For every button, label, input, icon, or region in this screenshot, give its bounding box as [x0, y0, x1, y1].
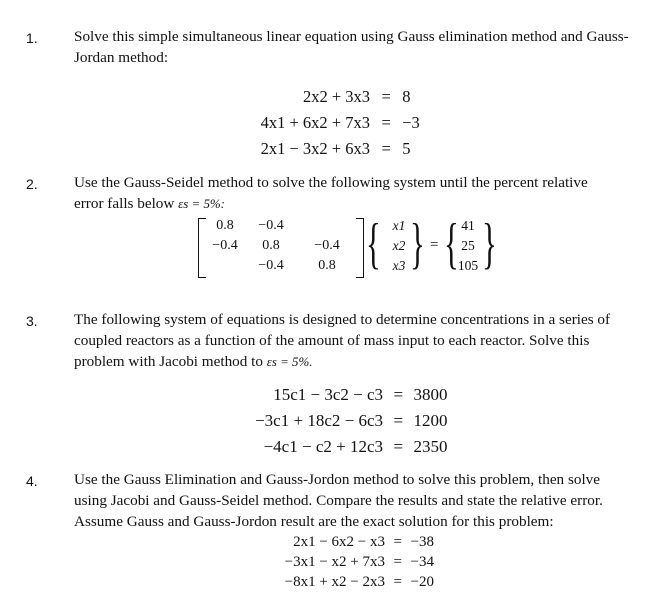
matrix-cell: −0.4 [314, 238, 340, 253]
equation-rhs: −20 [410, 574, 434, 590]
item-1-number: 1. [26, 30, 38, 46]
equation-row: −3c1 + 18c2 − 6c3 = 1200 [205, 408, 464, 434]
equation-rhs: 8 [402, 87, 411, 106]
item-4-number: 4. [26, 473, 38, 489]
matrix-cell: −0.4 [212, 238, 238, 253]
rhs-left-brace: { [444, 213, 459, 275]
rhs-value: 41 [461, 218, 475, 233]
item-3-equations [205, 382, 464, 460]
equation-rhs: 5 [402, 139, 411, 158]
matrix-cell: −0.4 [258, 218, 284, 233]
equation-rhs: 1200 [413, 411, 448, 430]
matrix-cell: 0.8 [262, 238, 280, 253]
equation-lhs: 4x1 + 6x2 + 7x3 [260, 113, 370, 132]
equation-row: 2x2 + 3x3 = 8 [240, 84, 442, 110]
equation-lhs: −8x1 + x2 − 2x3 [284, 574, 385, 590]
equation-row: −3x1 − x2 + 7x3 = −34 [245, 552, 451, 572]
item-3-number: 3. [26, 313, 38, 329]
equation-rhs: 3800 [413, 385, 448, 404]
matrix-equals-sign: = [430, 237, 439, 253]
item-3-text-body: The following system of equations is designed to determine concentrations in a series of coupled reactors as a function of the amount of mass input to each reactor. Solve this problem with Jacobi method to [74, 311, 611, 370]
equation-lhs: −4c1 − c2 + 12c3 [263, 437, 383, 456]
matrix-right-bracket [356, 218, 364, 278]
equation-rhs: −38 [410, 534, 434, 550]
item-4-text: Use the Gauss Elimination and Gauss-Jordon method to solve this problem, then solve using Jacobi and Gauss-Seidel method. Compare the results and state the relative error. Assume Gauss and Gauss-Jordon result are the exact solution for this problem: [74, 471, 603, 530]
item-2-text-b: error falls below [74, 195, 175, 212]
matrix-cell: −0.4 [258, 258, 284, 273]
unknown-x1: x1 [392, 218, 406, 233]
rhs-right-brace: } [482, 213, 497, 275]
item-1-text: Solve this simple simultaneous linear equation using Gauss elimination method and Gauss-Jordan method: [74, 28, 629, 66]
equation-lhs: 15c1 − 3c2 − c3 [273, 385, 383, 404]
matrix-left-bracket [198, 218, 206, 278]
equation-row: 4x1 + 6x2 + 7x3 = −3 [240, 110, 442, 136]
matrix-cell: 0.8 [318, 258, 336, 273]
equation-lhs: 2x1 − 6x2 − x3 [293, 534, 385, 550]
item-4-equations [245, 532, 451, 592]
unknown-x2: x2 [392, 238, 406, 253]
item-2-text-line-1: Use the Gauss-Seidel method to solve the following system until the percent relative [74, 174, 588, 191]
rhs-value: 25 [461, 238, 475, 253]
item-2-number: 2. [26, 176, 38, 192]
equation-row: 15c1 − 3c2 − c3 = 3800 [205, 382, 464, 408]
unknown-x3: x3 [392, 258, 406, 273]
item-3-text [74, 309, 634, 372]
equation-lhs: −3x1 − x2 + 7x3 [284, 554, 385, 570]
item-2-text-line-2 [74, 193, 634, 214]
matrix-cell: 0.8 [216, 218, 234, 233]
equation-rhs: 2350 [413, 437, 448, 456]
item-3-eps: εs = 5%. [266, 354, 313, 369]
equation-row: 2x1 − 3x2 + 6x3 = 5 [240, 136, 442, 162]
rhs-value: 105 [457, 258, 479, 273]
equation-lhs: 2x2 + 3x3 [302, 87, 370, 106]
equation-rhs: −34 [410, 554, 434, 570]
item-2-text [74, 172, 634, 214]
equation-row: 2x1 − 6x2 − x3 = −38 [245, 532, 451, 552]
equation-lhs: −3c1 + 18c2 − 6c3 [255, 411, 383, 430]
item-2-eps: εs = 5%: [178, 196, 225, 211]
equation-rhs: −3 [402, 113, 420, 132]
equation-row: −4c1 − c2 + 12c3 = 2350 [205, 434, 464, 460]
vector-left-brace: { [366, 213, 381, 275]
equation-row: −8x1 + x2 − 2x3 = −20 [245, 572, 451, 592]
item-1-equations [240, 84, 442, 162]
vector-right-brace: } [410, 213, 425, 275]
equation-lhs: 2x1 − 3x2 + 6x3 [260, 139, 370, 158]
